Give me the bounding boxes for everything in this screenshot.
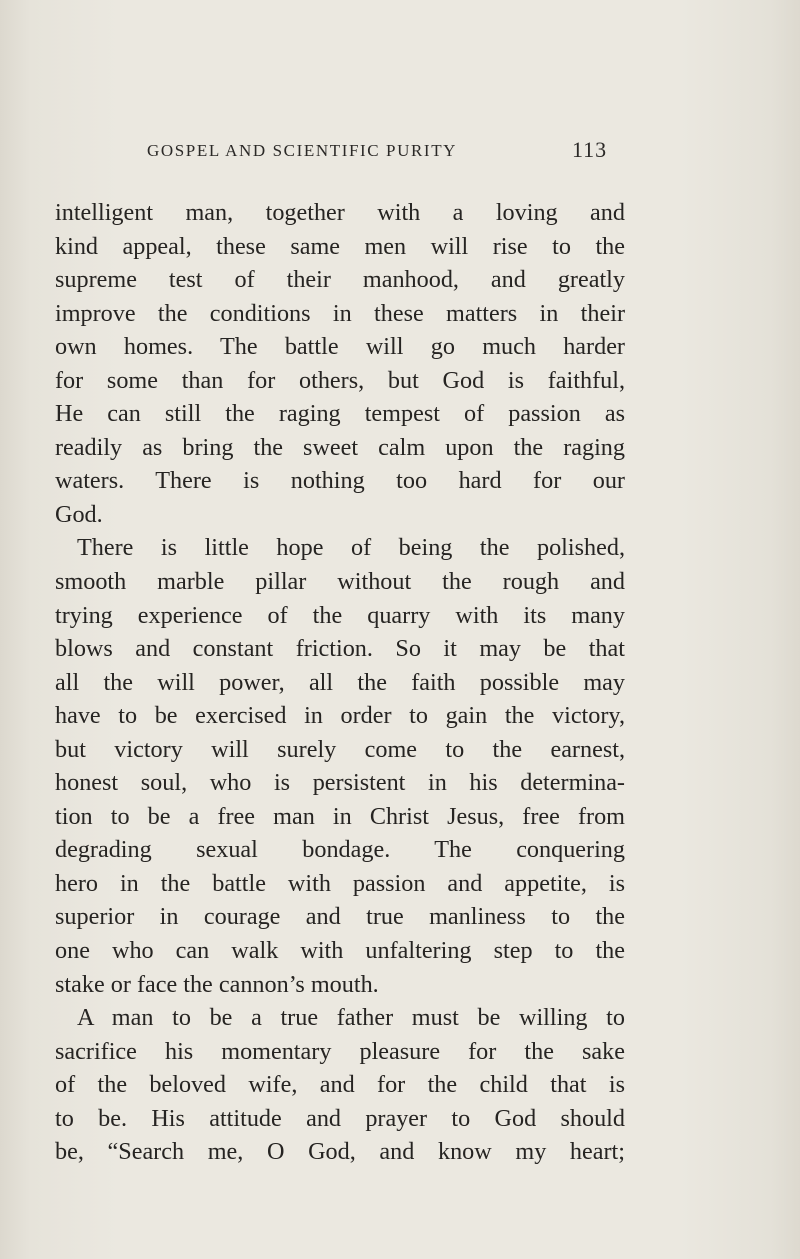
text-line: have to be exercised in order to gain the victory, — [55, 702, 625, 730]
text-line: own homes. The battle will go much harder — [55, 333, 625, 361]
text-line: honest soul, who is persistent in his determina- — [55, 769, 625, 797]
text-line: waters. There is nothing too hard for our — [55, 467, 625, 495]
text-line: to be. His attitude and prayer to God should — [55, 1104, 625, 1132]
text-line: tion to be a free man in Christ Jesus, free from — [55, 802, 625, 830]
text-line: There is little hope of being the polished, — [77, 534, 625, 562]
text-line: degrading sexual bondage. The conquering — [55, 836, 625, 864]
text-line: hero in the battle with passion and appetite, is — [55, 869, 625, 897]
text-line: be, “Search me, O God, and know my heart; — [55, 1138, 625, 1166]
text-line: smooth marble pillar without the rough and — [55, 568, 625, 596]
text-line: intelligent man, together with a loving and — [55, 199, 625, 226]
text-line: of the beloved wife, and for the child that is — [55, 1071, 625, 1099]
text-line: A man to be a true father must be willing to — [77, 1004, 625, 1032]
text-line: improve the conditions in these matters in their — [55, 299, 625, 327]
text-line: kind appeal, these same men will rise to the — [55, 232, 625, 260]
text-line: supreme test of their manhood, and greatly — [55, 266, 625, 294]
text-line: for some than for others, but God is faithful, — [55, 366, 625, 394]
text-line: stake or face the cannon’s mouth. — [55, 970, 379, 998]
running-head-title: GOSPEL AND SCIENTIFIC PURITY — [147, 141, 458, 160]
text-line: but victory will surely come to the earnest, — [55, 735, 625, 763]
body-text — [55, 196, 625, 1169]
text-line: one who can walk with unfaltering step to the — [55, 937, 625, 965]
page-number: 113 — [572, 137, 608, 162]
text-line: sacrifice his momentary pleasure for the sake — [55, 1037, 625, 1065]
text-line: readily as bring the sweet calm upon the raging — [55, 433, 625, 461]
text-line: all the will power, all the faith possible may — [55, 668, 625, 696]
text-line: superior in courage and true manliness to the — [55, 903, 625, 931]
text-line: blows and constant friction. So it may be that — [55, 635, 625, 663]
text-line: He can still the raging tempest of passion as — [55, 400, 625, 428]
text-line: God. — [55, 500, 103, 528]
text-line: trying experience of the quarry with its many — [55, 601, 625, 629]
